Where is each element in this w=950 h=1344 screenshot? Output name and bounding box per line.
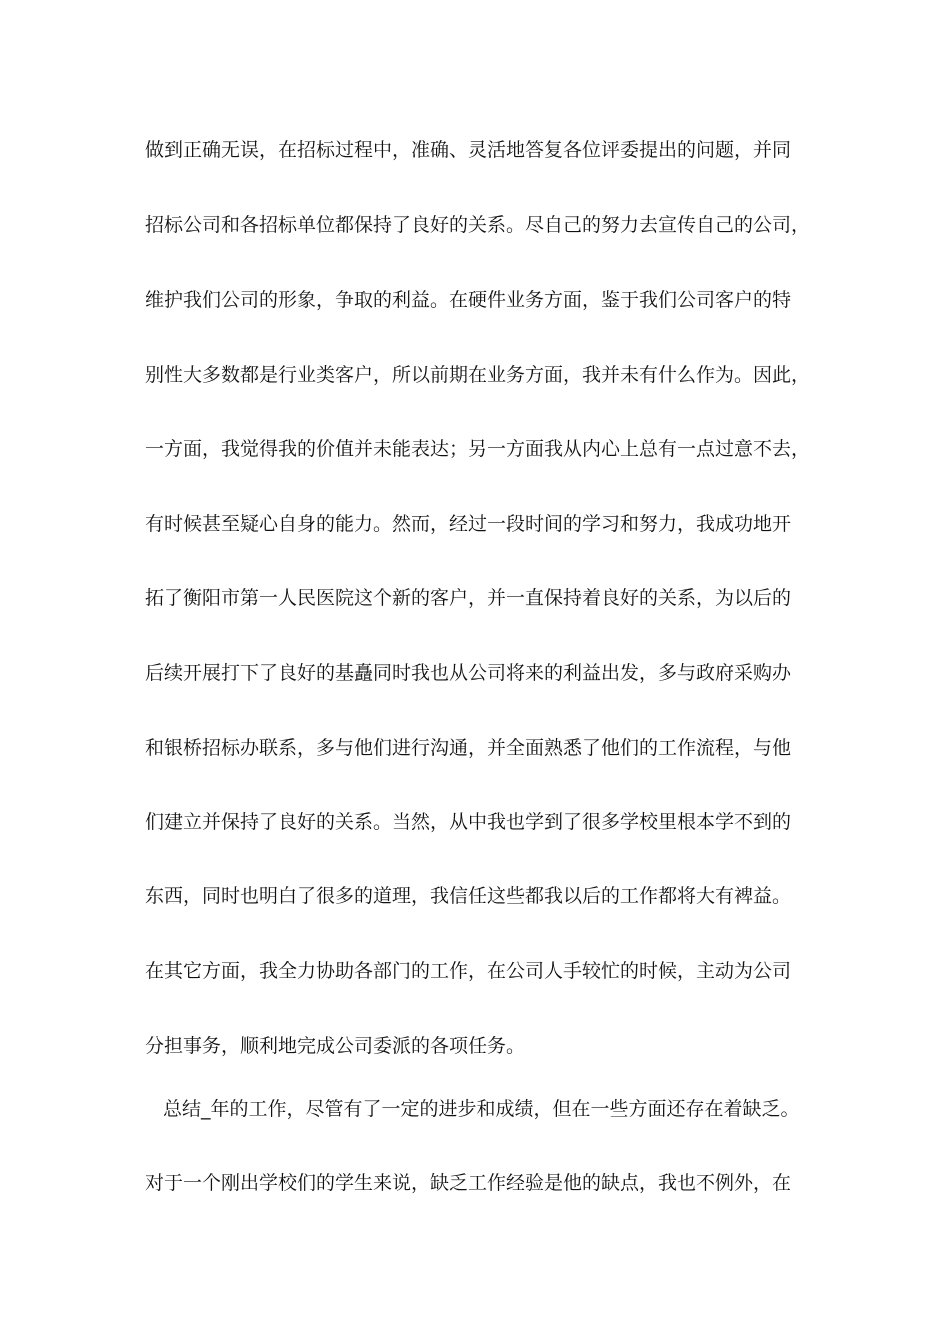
text-line: 维护我们公司的形象，争取的利益。在硬件业务方面，鉴于我们公司客户的特	[145, 289, 792, 311]
paragraph-first-line: 总结_年的工作，尽管有了一定的进步和成绩，但在一些方面还存在着缺乏。	[163, 1098, 800, 1120]
text-line: 后续开展打下了良好的基矗同时我也从公司将来的利益出发，多与政府采购办	[145, 662, 792, 684]
text-line: 有时候甚至疑心自身的能力。然而，经过一段时间的学习和努力，我成功地开	[145, 513, 792, 535]
text-line: 对于一个刚出学校们的学生来说，缺乏工作经验是他的缺点，我也不例外，在	[145, 1172, 792, 1194]
text-line: 招标公司和各招标单位都保持了良好的关系。尽自己的努力去宣传自己的公司，	[145, 214, 811, 236]
text-line: 拓了衡阳市第一人民医院这个新的客户，并一直保持着良好的关系，为以后的	[145, 587, 792, 609]
text-line: 分担事务，顺利地完成公司委派的各项任务。	[145, 1035, 526, 1057]
text-line: 们建立并保持了良好的关系。当然，从中我也学到了很多学校里根本学不到的	[145, 811, 792, 833]
text-line: 东西，同时也明白了很多的道理，我信任这些都我以后的工作都将大有裨益。	[145, 885, 792, 907]
text-line: 一方面，我觉得我的价值并未能表达；另一方面我从内心上总有一点过意不去，	[145, 438, 811, 460]
text-line: 别性大多数都是行业类客户，所以前期在业务方面，我并未有什么作为。因此，	[145, 364, 811, 386]
text-line: 做到正确无误，在招标过程中，准确、灵活地答复各位评委提出的问题，并同	[145, 139, 792, 161]
text-line: 和银桥招标办联系，多与他们进行沟通，并全面熟悉了他们的工作流程，与他	[145, 737, 792, 759]
text-line: 在其它方面，我全力协助各部门的工作，在公司人手较忙的时候，主动为公司	[145, 960, 792, 982]
